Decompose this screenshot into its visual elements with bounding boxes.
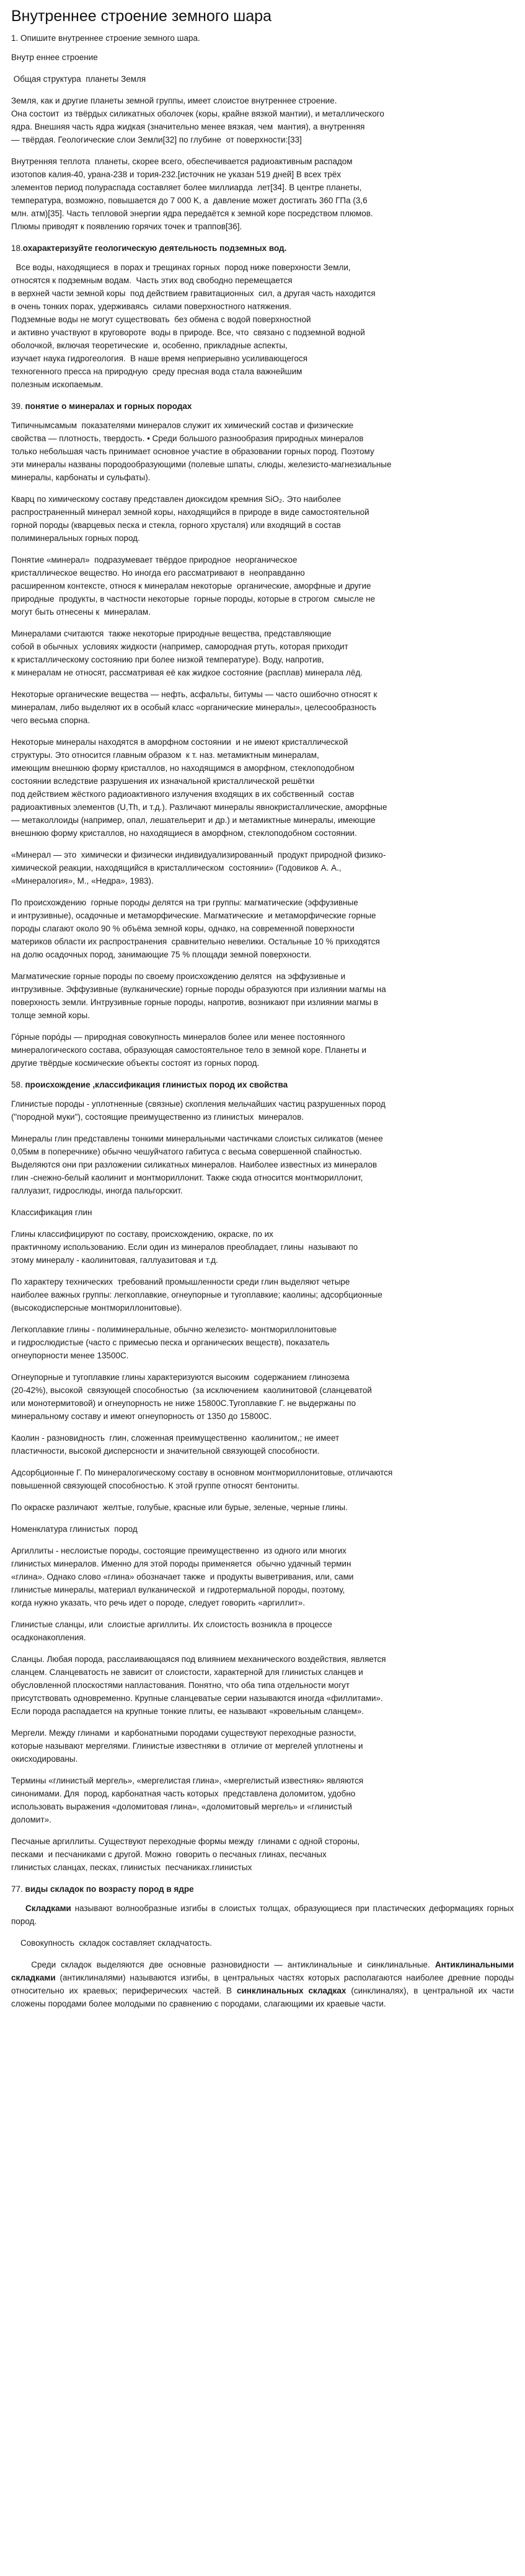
question-heading [11,1883,514,1896]
paragraph: Земля, как и другие планеты земной группы, имеет слоистое внутреннее строение. Она состоит из твёрдых силикатных оболочек (коры, крайне вязкой мантии), и металлического ядра. Внешняя часть ядра жидкая (значительно менее вязкая, чем мантия), а внутренняя — твёрдая. Геологические слои Земли[32] по глубине от поверхности:[33] [11,95,384,144]
paragraph: Понятие «минерал» подразумевает твёрдое природное неорганическое кристаллическое вещество. Но иногда его рассматривают в неоправданно расширенном контексте, относя к минералам некоторые органические, аморфные и другие природные продукты, в частности некоторые горные породы, которые в строгом смысле не могут быть отнесены к минералам. [11,555,376,617]
paragraph [11,1902,514,1928]
paragraph-text: (антиклиналями) называются изгибы, в центральных частях которых располагаются наиболее древние породы относительно их краевых; периферических частей. В [11,1972,516,1995]
paragraph: Термины «глинистый мергель», «мергелистая глина», «мергелистый известняк» являются синонимами. Для пород, карбонатная часть которых представлена доломитом, удобно использовать выражения «доломитовая глина», «доломитовый мергель» и «глинистый доломит». [11,1775,364,1824]
page-title: Внутреннее строение земного шара [11,7,272,25]
paragraph-text: называют волнообразные изгибы в слоистых толщах, образующиеся при пластических деформациях горных пород. [11,1903,516,1926]
paragraph: Минералы глин представлены тонкими минеральными частичками слоистых силикатов (менее 0,05мм в поперечнике) обычно чешуйчатого габитуса с весьма совершенной спайностью. Выделяются они при разложении силикатных минералов. Наиболее известных из минералов глин -снежно-белый каолинит и монтмориллонит. Также сюда относится монтмориллонит, галлуазит, гидрослюды, иногда пальгорскит. [11,1133,383,1195]
term-folds: Складками [25,1903,71,1913]
question-number: 1. [11,33,19,43]
paragraph: Номенклатура глинистых пород [11,1524,138,1534]
paragraph: Магматические горные породы по своему происхождению делятся на эффузивные и интрузивные. Эффузивные (вулканические) горные породы образуются при излиянии магмы на поверхность земли. Интрузивные горные породы, напротив, возникают при излиянии магмы в толще земной коры. [11,971,386,1020]
paragraph: Адсорбционные Г. По минералогическому составу в основном монтмориллонитовые, отличаются повышенной связующей способностью. К этой группе относят бентониты. [11,1467,393,1490]
paragraph-text: Совокупность складок составляет складчатость. [20,1938,212,1948]
paragraph: Глинистые сланцы, или слоистые аргиллиты. Их слоистость возникла в процессе осадконакопления. [11,1619,332,1642]
paragraph: Сланцы. Любая порода, расслаивающаяся под влиянием механического воздействия, является сланцем. Сланцеватость не зависит от слоистости, характерной для глинистых сланцев и обусловленной плоскостями напластования. Понятно, что оба типа отдельности могут присутствовать одновременно. Крупные сланцеватые серии называются иногда «филлитами». Если порода распадается на крупные тонкие плиты, ее называют «кровельным сланцем». [11,1654,386,1716]
paragraph: Минералами считаются также некоторые природные вещества, представляющие собой в обычных условиях жидкости (например, самородная ртуть, которая приходит к кристаллическому состоянию при более низкой температуре). Воду, напротив, к минералам не относят, рассматривая её как жидкое состояние (расплав) минерала лёд. [11,628,363,677]
paragraph: «Минерал — это химически и физически индивидуализированный продукт природной физико- химической реакции, находящийся в кристаллическом состоянии» (Годовиков А. А., «Минералогия», М., «Недра», 1983). [11,850,386,886]
question-text: понятие о минералах и горных породах [22,401,192,411]
paragraph: Глинистые породы - уплотненные (связные) скопления мельчайших частиц разрушенных пород ("породной муки"), состоящие преимущественно из глинистых минералов. [11,1099,386,1122]
question-number: 18. [11,243,23,253]
term-anticlinal: Антиклинальными складками [11,1959,516,1982]
section-q39 [11,400,514,1070]
paragraph: Песчаные аргиллиты. Существуют переходные формы между глинами с одной стороны, песками и песчаниками с другой. Можно говорить о песчаных глинах, песчаных глинистых сланцах, песках, глинистых песчаниках.глинистых [11,1836,360,1872]
paragraph: Все воды, находящиеся в порах и трещинах горных пород ниже поверхности Земли, относятся к подземным водам. Часть этих вод свободно перемещается в верхней части земной коры под действием гравитационных сил, а другая часть находится в очень тонких порах, удерживаясь силами поверхностного натяжения. Подземные воды не могут существовать без обмена с водой поверхностной и активно участвуют в круговороте воды в природе. Все, что связано с подземной водной оболочкой, включая теоретические и, особенно, прикладные аспекты, изучает наука гидрогеология. В наше время неприерывно усиливающегося техногенного пресса на природную среду пресная вода стала важнейшим полезным ископаемым. [11,262,376,389]
term-synclinal: синклинальных складках [237,1985,346,1995]
section-q1 [11,32,514,233]
paragraph: Мергели. Между глинами и карбонатными породами существуют переходные разности, которые называют мергелями. Глинистые известняки в отличие от мергелей уплотнены и окисходированы. [11,1728,363,1764]
paragraph: Типичнымсамым показателями минералов служит их химический состав и физические свойства — плотность, твердость. • Среди большого разнообразия природных минералов только небольшая часть принимает основное участие в образовании горных пород. Поэтому эти минералы названы породообразующими (полевые шпаты, слюды, железисто-магнезиальные минералы, карбонаты и сульфаты). [11,420,392,482]
section-q18 [11,242,514,391]
question-text: виды складок по возрасту пород в ядре [22,1884,194,1894]
question-number: 39. [11,401,23,411]
paragraph: Внутр еннее строение [11,52,98,62]
paragraph: Огнеупорные и тугоплавкие глины характеризуются высоким содержанием глинозема (20-42%), высокой связующей способностью (за исключением каолинитовой (сланцеватой или монотермитовой) и огнеупорность не ниже 15800С.Тугоплавкие Г. не выдержаны по минеральному составу и имеют огнеупорность от 1350 до 15800С. [11,1372,372,1421]
question-heading [11,400,514,413]
paragraph: Некоторые органические вещества — нефть, асфальты, битумы — часто ошибочно относят к минералам, либо выделяют их в особый класс «органические минералы», целесообразность чего весьма спорна. [11,689,377,725]
section-q77 [11,1883,514,2010]
paragraph: Легкоплавкие глины - полиминеральные, обычно железисто- монтмориллонитовые и гидрослюдистые (часто с примесью песка и органических веществ), показатель огнеупорности менее 13500С. [11,1324,337,1360]
paragraph: По окраске различают желтые, голубые, красные или бурые, зеленые, черные глины. [11,1502,348,1512]
paragraph-text: Среди складок выделяются две основные разновидности — антиклинальные и синклинальные. [31,1959,435,1969]
paragraph: Глины классифицируют по составу, происхождению, окраске, по их практичному использованию. Если один из минералов преобладает, глины называют по этому минералу - каолинитовая, галлуазитовая и т.д. [11,1229,358,1265]
question-text: происхождение ,классификация глинистых пород их свойства [22,1079,288,1089]
paragraph: Го́рные поро́ды — природная совокупность минералов более или менее постоянного минералогического состава, образующая самостоятельное тело в земной коре. Планеты и другие твёрдые космические объекты состоят из горных пород. [11,1032,367,1068]
question-text: охарактеризуйте геологическую деятельность подземных вод. [22,243,287,253]
question-heading [11,1078,514,1091]
paragraph: Некоторые минералы находятся в аморфном состоянии и не имеют кристаллической структуры. Это относится главным образом к т. наз. метамиктным минералам, имеющим внешнюю форму кристаллов, но находящимся в аморфном, стеклоподобном состоянии вследствие разрушения их изначальной кристаллической решётки под действием жёсткого радиоактивного излучения входящих в их собственный состав радиоактивных элементов (U,Th, и т.д.). Различают минералы явнокристаллические, аморфные — метаколлоиды (например, опал, лешательерит и др.) и метамиктные минералы, имеющие внешнюю форму кристаллов, но находящиеся в аморфном, стеклоподобном состоянии. [11,737,387,838]
question-number: 58. [11,1079,23,1089]
question-number: 77. [11,1884,23,1894]
paragraph: Общая структура планеты Земля [11,74,146,84]
question-text: Опишите внутреннее строение земного шара. [18,33,200,43]
paragraph: Каолин - разновидность глин, сложенная преимущественно каолинитом,; не имеет пластичности, высокой дисперсности и значительной связующей способности. [11,1433,340,1456]
question-heading [11,242,514,255]
question-heading [11,32,514,45]
paragraph [11,1958,514,2010]
section-q58 [11,1078,514,1874]
paragraph [11,1936,514,1950]
paragraph: Внутренняя теплота планеты, скорее всего, обеспечивается радиоактивным распадом изотопов калия-40, урана-238 и тория-232.[источник не указан 519 дней] В всех трёх элементов период полураспада составляет более миллиарда лет[34]. В центре планеты, температура, возможно, повышается до 7 000 K, а давление может достигать 360 ГПа (3,6 млн. атм)[35]. Часть тепловой энергии ядра передаётся к земной коре посредством плюмов. Плюмы приводят к появлению горячих точек и траппов[36]. [11,156,373,231]
paragraph: По происхождению горные породы делятся на три группы: магматические (эффузивные и интрузивные), осадочные и метаморфические. Магматические и метаморфические горные породы слагают около 90 % объёма земной коры, однако, на современной поверхности материков области их распространения сравнительно невелики. Остальные 10 % приходятся на долю осадочных пород, занимающие 75 % площади земной поверхности. [11,897,380,959]
paragraph: Классификация глин [11,1207,92,1217]
paragraph-text: (синклиналях), в центральной их части сложены породами более молодыми по сравнению с породами, слагающими их краевые части. [11,1985,516,2008]
paragraph: Кварц по химическому составу представлен диоксидом кремния SiO₂. Это наиболее распространенный минерал земной коры, находящийся в природе в виде самостоятельной горной породы (кварцевых песка и стекла, горного хрусталя) или входящий в состав полиминеральных горных пород. [11,494,369,543]
paragraph: Аргиллиты - неслоистые породы, состоящие преимущественно из одного или многих глинистых минералов. Именно для этой породы применяется обычно удачный термин «глина». Однако слово «глина» обозначает также и продукты выветривания, или, сами глинистые минералы, материал вулканической и гидротермальной породы, поэтому, когда нужно указать, что речь идет о породе, следует говорить «аргиллит». [11,1545,354,1607]
paragraph: По характеру технических требований промышленности среди глин выделяют четыре наиболее важных группы: легкоплавкие, огнеупорные и тугоплавкие; каолины; адсорбционные (высокодисперсные монтмориллонитовые). [11,1277,382,1312]
